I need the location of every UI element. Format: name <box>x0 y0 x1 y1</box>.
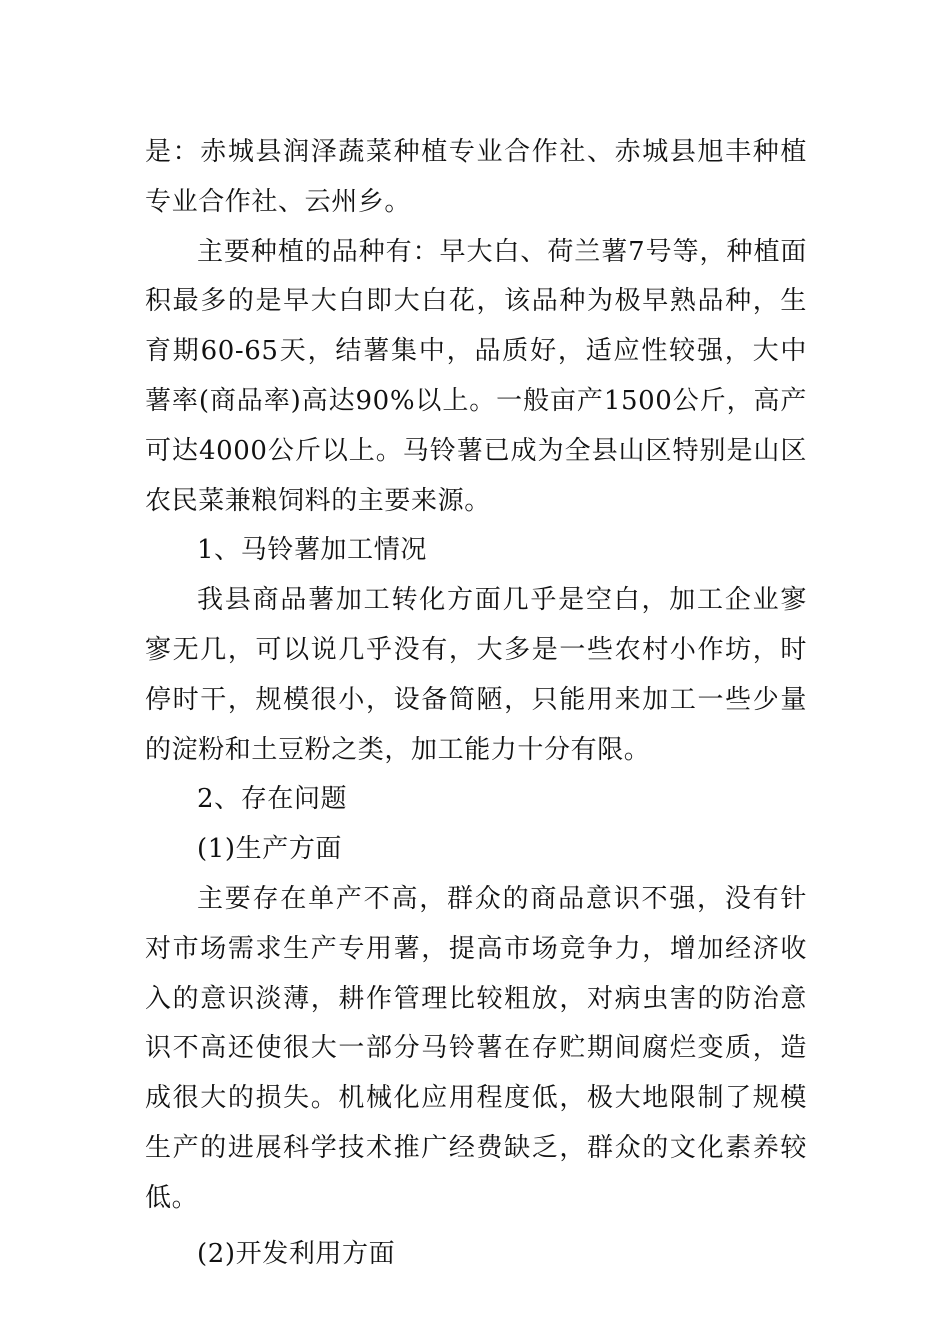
paragraph-processing: 我县商品薯加工转化方面几乎是空白，加工企业寥寥无几，可以说几乎没有，大多是一些农村小作坊，时停时干，规模很小，设备简陋，只能用来加工一些少量的淀粉和土豆粉之类，加工能力十分有限。 <box>145 585 807 765</box>
heading-problems: 2、存在问题 <box>197 784 348 815</box>
paragraph-production: 主要存在单产不高，群众的商品意识不强，没有针对市场需求生产专用薯，提高市场竞争力，增加经济收入的意识淡薄，耕作管理比较粗放，对病虫害的防治意识不高还使很大一部分马铃薯在存贮期间腐烂变质，造成很大的损失。机械化应用程度低，极大地限制了规模生产的进展科学技术推广经费缺乏，群众的文化素养较低。 <box>145 883 807 1213</box>
heading-development: (2)开发利用方面 <box>197 1238 396 1269</box>
paragraph-varieties: 主要种植的品种有：早大白、荷兰薯7号等，种植面积最多的是早大白即大白花，该品种为极早熟品种，生育期60-65天，结薯集中，品质好，适应性较强，大中薯率(商品率)高达90%以上。一般亩产1500公斤，高产可达4000公斤以上。马铃薯已成为全县山区特别是山区农民菜兼粮饲料的主要来源。 <box>145 236 807 516</box>
heading-production: (1)生产方面 <box>197 834 343 865</box>
paragraph-cooperatives: 是：赤城县润泽蔬菜种植专业合作社、赤城县旭丰种植专业合作社、云州乡。 <box>145 137 807 217</box>
document-body <box>145 128 807 1279</box>
heading-processing: 1、马铃薯加工情况 <box>197 535 427 566</box>
